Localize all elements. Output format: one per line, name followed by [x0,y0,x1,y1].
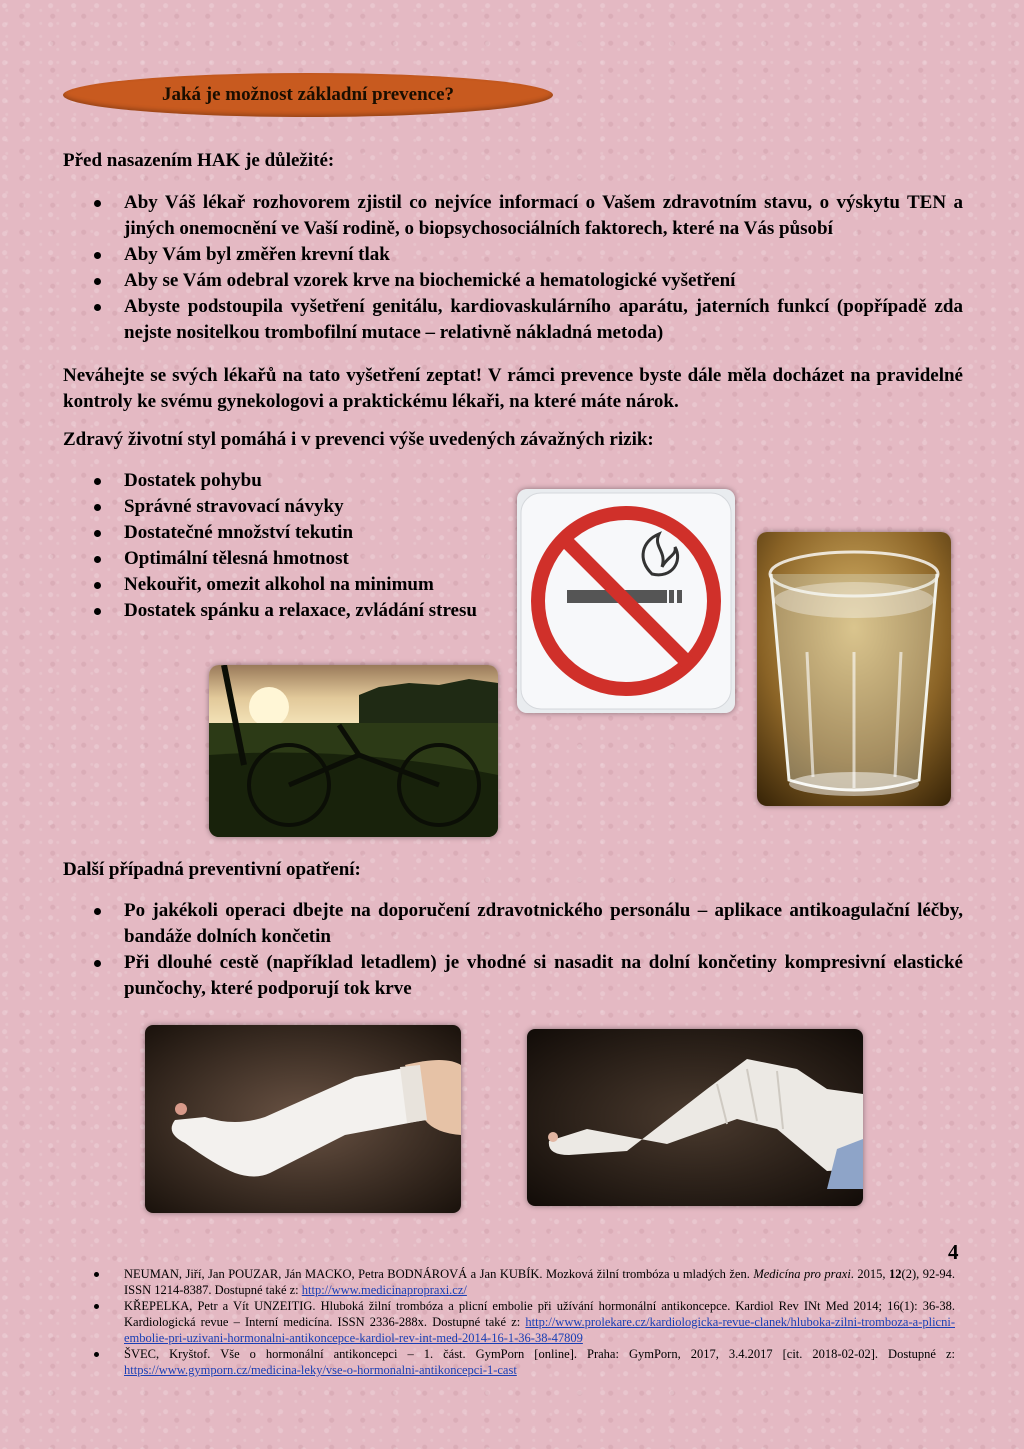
reference-link[interactable]: http://www.medicinapropraxi.cz/ [301,1283,467,1297]
reference-text: ŠVEC, Kryštof. Vše o hormonální antikoncepci – 1. část. GymPorn [online]. Praha: GymPorn, 2017, 3.4.2017 [cit. 2018-02-02]. Dostupné z: [124,1347,955,1361]
list-item: Aby Vám byl změřen krevní tlak [63,242,963,268]
section1-list [63,190,963,346]
reference-volume: 12 [889,1267,902,1281]
list-item: Dostatek pohybu [63,468,481,494]
list-item: Nekouřit, omezit alkohol na minimum [63,572,481,598]
reference-text: . 2015, [850,1267,890,1281]
reference-text: (2), 92-94. ISSN 1214-8387. Dostupné také z: [124,1267,956,1297]
leg-bandage-photo [527,1029,863,1206]
reference-text: NEUMAN, Jiří, Jan POUZAR, Ján MACKO, Petra BODNÁROVÁ a Jan KUBÍK. Mozková žilní trombóza u mladých žen. [124,1267,754,1281]
list-item: Dostatek spánku a relaxace, zvládání stresu [63,598,481,624]
references [63,1266,955,1378]
list-item: Při dlouhé cestě (například letadlem) je vhodné si nasadit na dolní končetiny kompresivní elastické punčochy, které podporují tok krve [63,950,963,1002]
compression-stocking-photo [145,1025,461,1213]
section3-intro: Další případná preventivní opatření: [63,859,361,880]
section1-intro: Před nasazením HAK je důležité: [63,150,335,171]
list-item: Aby Váš lékař rozhovorem zjistil co nejvíce informací o Vašem zdravotním stavu, o výskytu TEN a jiných onemocnění ve Vaší rodině, o biopsychosociálních faktorech, které na Vás působí [63,190,963,242]
list-item: Optimální tělesná hmotnost [63,546,481,572]
reference-link[interactable]: http://www.prolekare.cz/kardiologicka-revue-clanek/hluboka-zilni-tromboza-a-plicni-embolie-pri-uzivani-hormonalni-antikoncepce-kardiol-rev-int-med-2014-16-1-36-38-47809 [124,1315,955,1345]
bicycle-sunset-photo [209,665,498,837]
section1-paragraph: Neváhejte se svých lékařů na tato vyšetření zeptat! V rámci prevence byste dále měla docházet na pravidelné kontroly ke svému gynekologovi a praktickému lékaři, na které máte nárok. [63,365,963,412]
list-item: Aby se Vám odebral vzorek krve na biochemické a hematologické vyšetření [63,268,963,294]
reference-text: KŘEPELKA, Petr a Vít UNZEITIG. Hluboká žilní trombóza a plicní embolie při užívání hormonální antikoncepce. Kardiol Rev INt Med 2014; 16(1): 36-38. Kardiologická revue – Interní medicína. ISSN 2336-288x. Dostupné také z: [124,1299,955,1329]
water-glass-photo [757,532,951,806]
list-item: Dostatečné množství tekutin [63,520,481,546]
section2-list [63,468,481,624]
reference-item [63,1266,955,1298]
list-item: Správné stravovací návyky [63,494,481,520]
list-item: Po jakékoli operaci dbejte na doporučení zdravotnického personálu – aplikace antikoagulační léčby, bandáže dolních končetin [63,898,963,950]
reference-item [63,1346,955,1378]
section-heading [63,73,553,117]
page-number: 4 [948,1240,959,1264]
list-item: Abyste podstoupila vyšetření genitálu, kardiovaskulárního aparátu, jaterních funkcí (popřípadě zda nejste nositelkou trombofilní mutace – relativně nákladná metoda) [63,294,963,346]
reference-link[interactable]: https://www.gymporn.cz/medicina-leky/vse-o-hormonalni-antikoncepci-1-cast [124,1363,517,1377]
heading-text: Jaká je možnost základní prevence? [161,84,455,105]
reference-item [63,1298,955,1346]
section3-list [63,898,963,1002]
no-smoking-photo [517,489,735,713]
reference-journal: Medicína pro praxi [753,1267,851,1281]
section2-intro: Zdravý životní styl pomáhá i v prevenci výše uvedených závažných rizik: [63,429,654,450]
